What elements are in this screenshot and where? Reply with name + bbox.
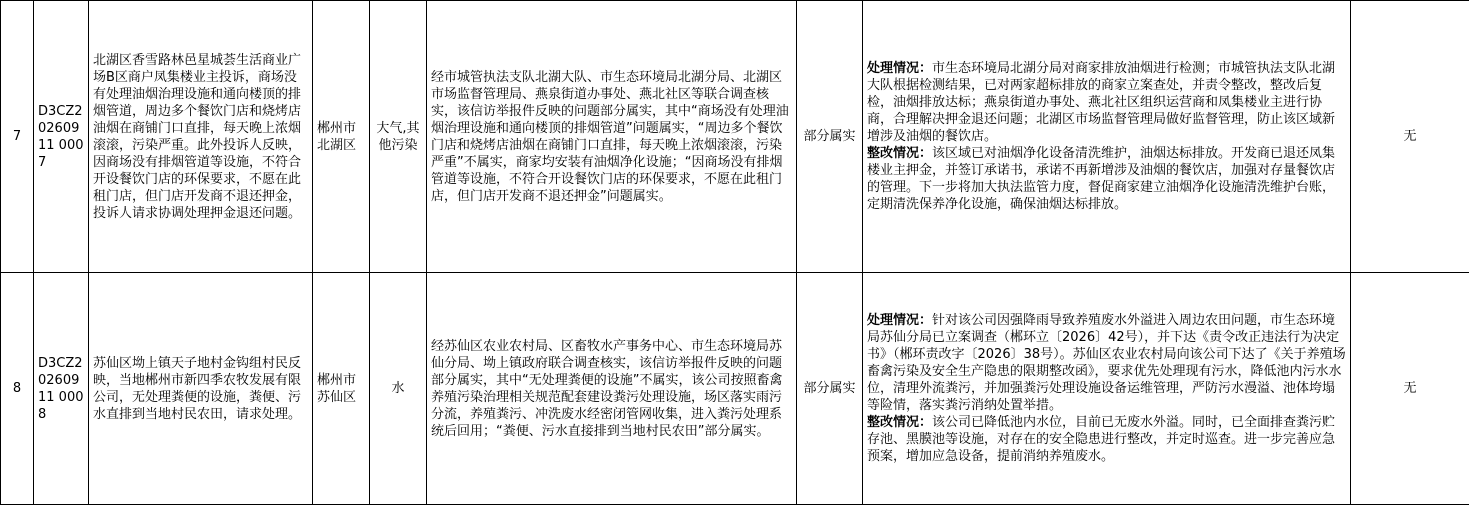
handling-section [867,60,1346,145]
admin-area: 郴州市北湖区 [313,1,370,273]
rectify-section [867,145,1346,213]
row-number: 8 [1,273,34,505]
verdict: 部分属实 [797,273,863,505]
handling-text: 针对该公司因强降雨导致养殖废水外溢进入周边农田问题，市生态环境局苏仙分局已立案调查（郴环立〔2026〕42号），并下达《责令改正违法行为决定书》（郴环责改字〔2026〕38号）。苏仙区农业农村局向该公司下达了《关于养殖场畜禽污染及安全生产隐患的限期整改函》，要求优先处理现有污水，降低池内污水水位，清理外流粪污，并加强粪污处理设施设备运维管理，严防污水漫溢、池体垮塌等险情，落实粪污消纳处置举措。 [867,313,1346,413]
remark: 无 [1351,273,1469,505]
investigation-result: 经苏仙区农业农村局、区畜牧水产事务中心、市生态环境局苏仙分局、坳上镇政府联合调查核实，该信访举报件反映的问题部分属实，其中“无处理粪便的设施”不属实，该公司按照畜禽养殖污染治理相关规范配套建设粪污处理设施，场区落实雨污分流，养殖粪污、冲洗废水经密闭管网收集，进入粪污处理系统后回用；“粪便、污水直接排到当地村民农田”部分属实。 [427,273,797,505]
handling-text: 市生态环境局北湖分局对商家排放油烟进行检测；市城管执法支队北湖大队根据检测结果，已对两家超标排放的商家立案查处，并责令整改，整改后复检，油烟排放达标；燕泉街道办事处、燕北社区组织运营商和凤集楼业主进行协商，合理解决押金退还问题；北湖区市场监督管理局做好监督管理，防止该区域新增涉及油烟的餐饮店。 [867,61,1336,144]
table-row [1,1,1469,273]
admin-area: 郴州市苏仙区 [313,273,370,505]
complaint-content: 北湖区香雪路林邑星城荟生活商业广场B区商户凤集楼业主投诉，商场没有处理油烟治理设施和通向楼顶的排烟管道，周边多个餐饮门店和烧烤店油烟在商铺门口直排，每天晚上浓烟滚滚，污染严重。此外投诉人反映，因商场没有排烟管道等设施，不符合开设餐饮门店的环保要求，不愿在此租门店，但门店开发商不退还押金，投诉人请求协调处理押金退还问题。 [89,1,313,273]
case-code: D3CZ20260911 0007 [34,1,89,273]
table-row [1,273,1469,505]
investigation-result: 经市城管执法支队北湖大队、市生态环境局北湖分局、北湖区市场监督管理局、燕泉街道办事处、燕北社区等联合调查核实，该信访举报件反映的问题部分属实，其中“商场没有处理油烟治理设施和通向楼顶的排烟管道”问题属实，“周边多个餐饮门店和烧烤店油烟在商铺门口直排，每天晚上浓烟滚滚，污染严重”不属实，商家均安装有油烟净化设施；“因商场没有排烟管道等设施，不符合开设餐饮门店的环保要求，不愿在此租门店，但门店开发商不退还押金”问题属实。 [427,1,797,273]
remark: 无 [1351,1,1469,273]
complaint-content: 苏仙区坳上镇天子地村金钩组村民反映，当地郴州市新四季农牧发展有限公司，无处理粪便的设施，粪便、污水直排到当地村民农田，请求处理。 [89,273,313,505]
rectify-text: 该区域已对油烟净化设备清洗维护，油烟达标排放。开发商已退还凤集楼业主押金，并签订承诺书，承诺不再新增涉及油烟的餐饮店，加强对存量餐饮店的管理。下一步将加大执法监管力度，督促商家建立油烟净化设施清洗维护台账，定期清洗保养净化设施，确保油烟达标排放。 [867,146,1336,212]
case-code: D3CZ20260911 0008 [34,273,89,505]
rectify-label: 整改情况： [867,415,933,430]
handling-cell [863,1,1351,273]
handling-label: 处理情况： [867,61,933,76]
verdict: 部分属实 [797,1,863,273]
pollution-type: 大气,其他污染 [370,1,427,273]
row-number: 7 [1,1,34,273]
handling-label: 处理情况： [867,313,933,328]
rectify-label: 整改情况： [867,146,933,161]
rectify-section [867,414,1346,465]
handling-section [867,312,1346,414]
rectify-text: 该公司已降低池内水位，目前已无废水外溢。同时，已全面排查粪污贮存池、黑膜池等设施，对存在的安全隐患进行整改，并定时巡查。进一步完善应急预案，增加应急设备，提前消纳养殖废水。 [867,415,1336,464]
handling-cell [863,273,1351,505]
pollution-type: 水 [370,273,427,505]
